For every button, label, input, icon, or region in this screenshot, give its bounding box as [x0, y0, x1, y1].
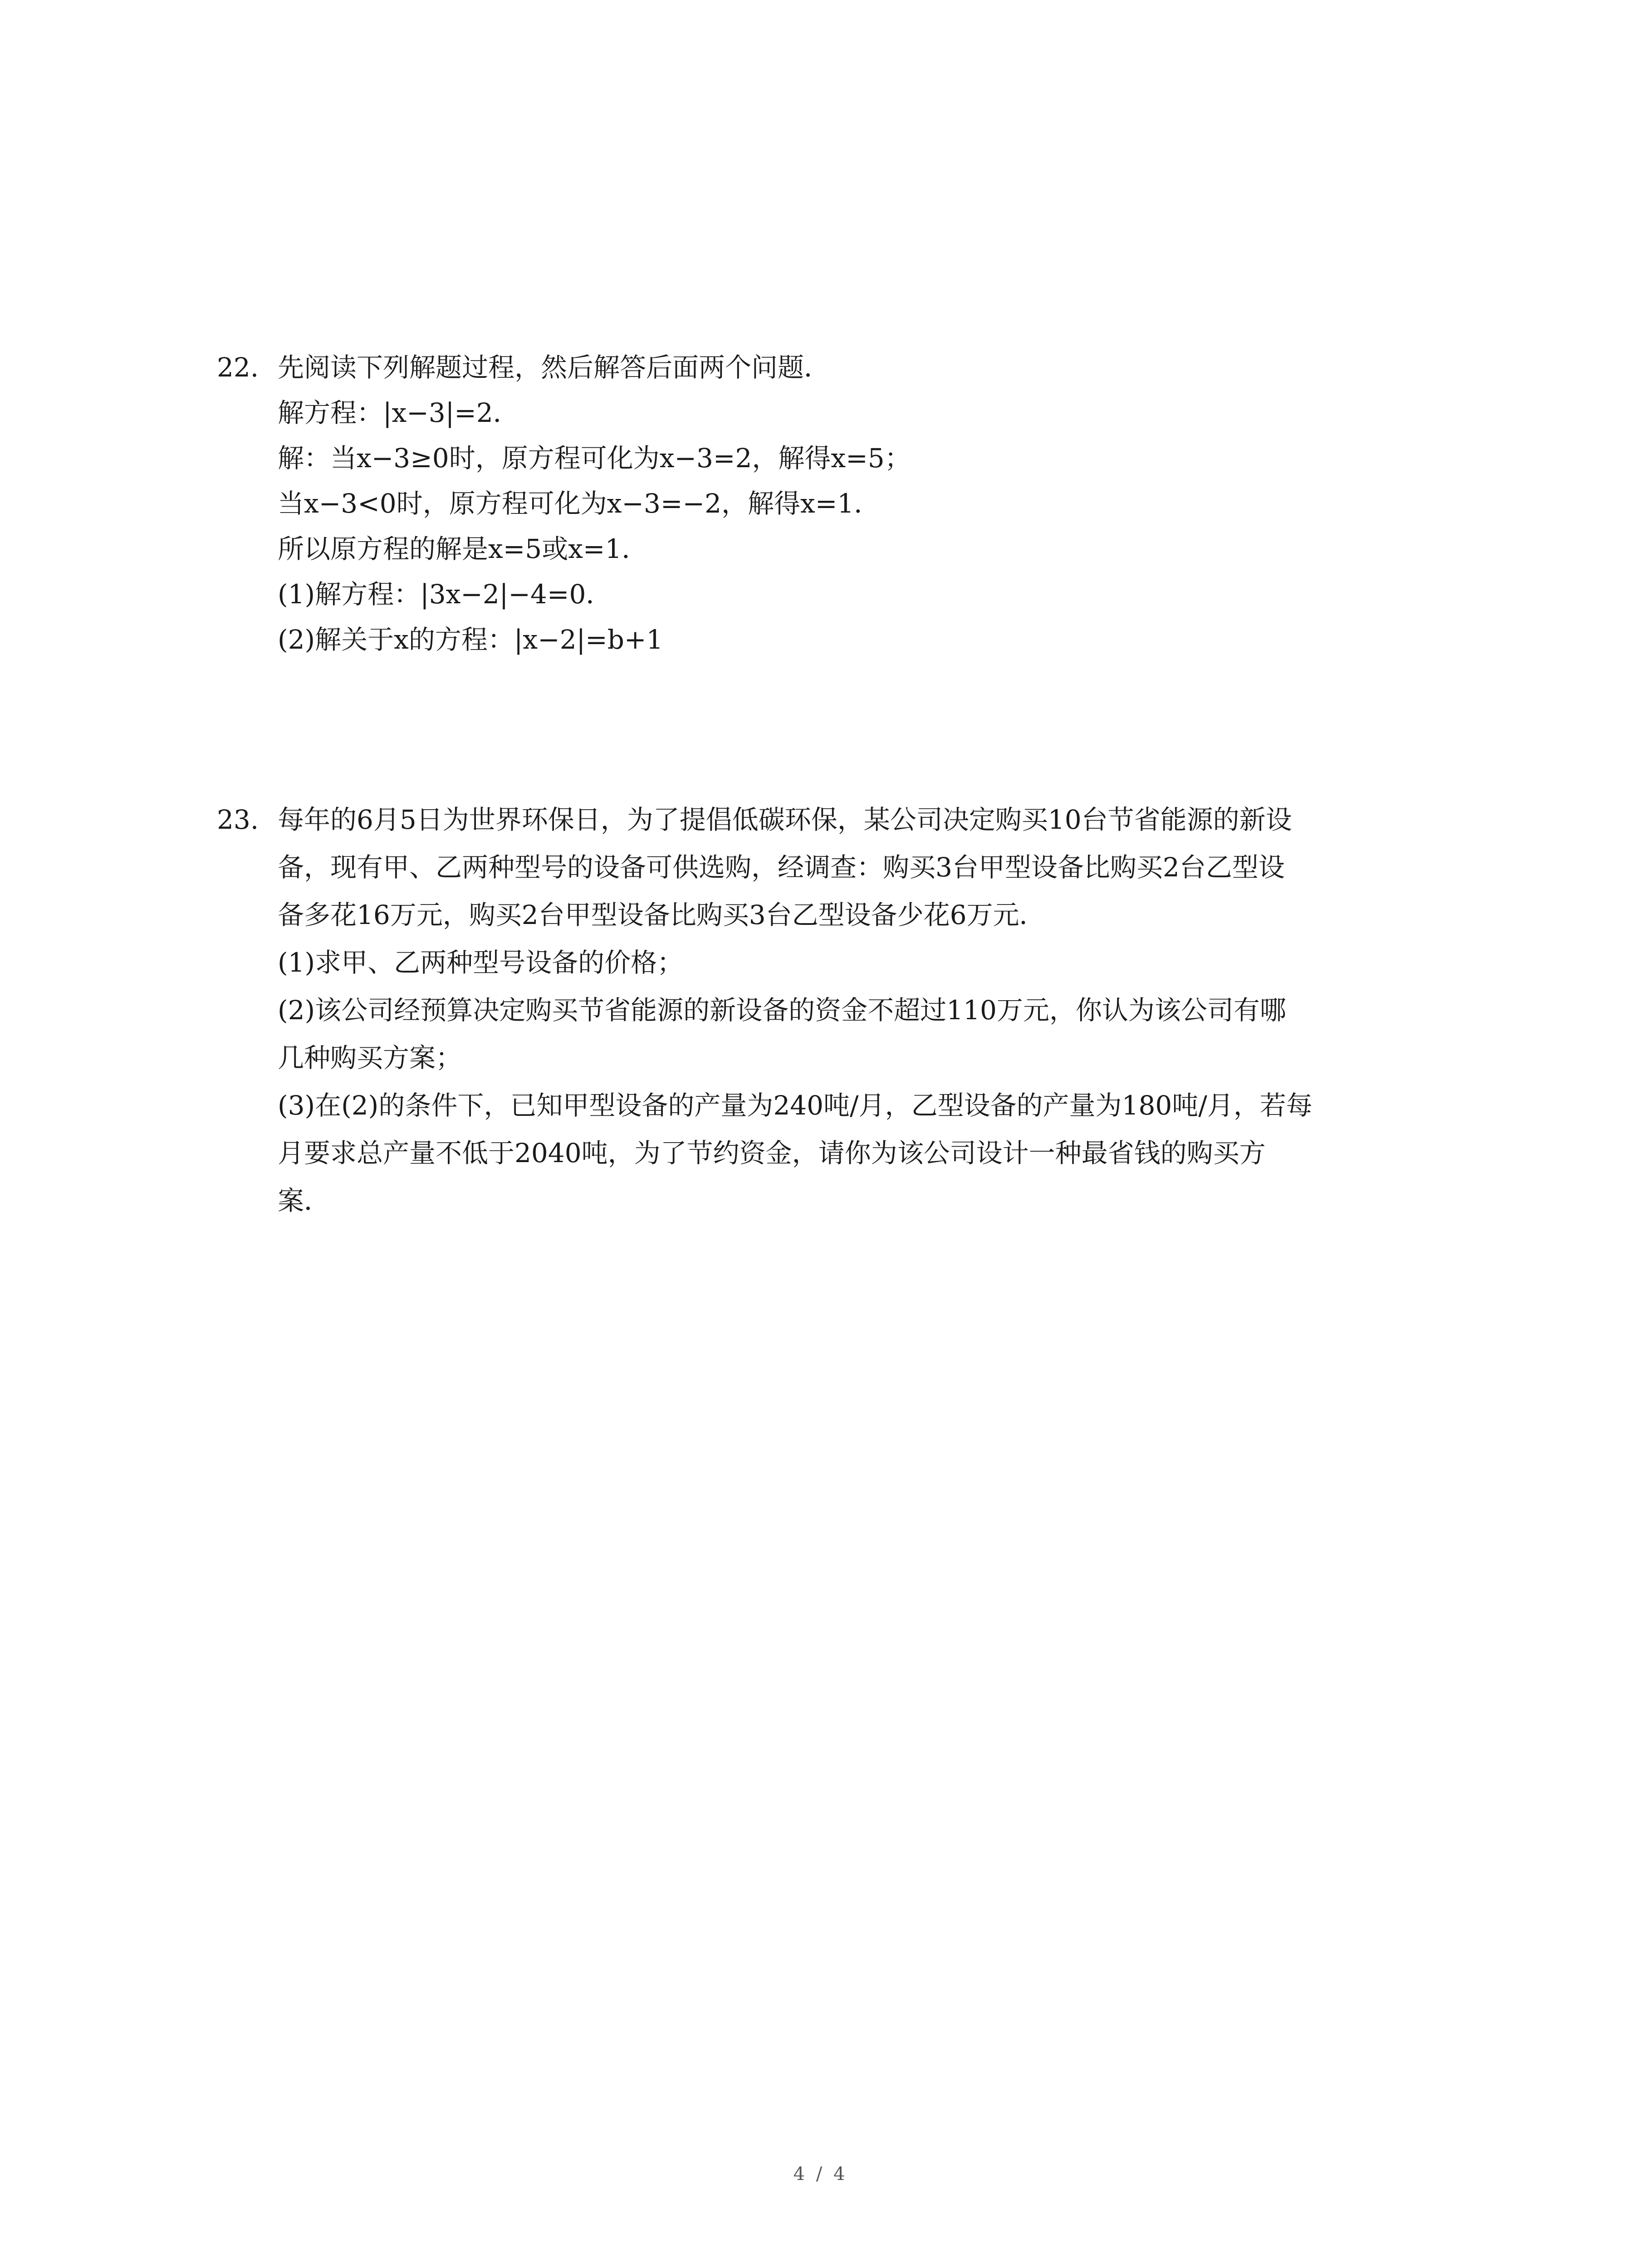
problem-number: 22.: [217, 352, 259, 383]
problem-number: 23.: [217, 804, 259, 835]
sub-question-2: (2)该公司经预算决定购买节省能源的新设备的资金不超过110万元，你认为该公司有哪: [278, 995, 1286, 1026]
problem-text-line: 先阅读下列解题过程，然后解答后面两个问题．: [278, 352, 831, 383]
problem-text-line: 所以原方程的解是x=5或x=1．: [278, 533, 648, 564]
problem-text-line: 备多花16万元，购买2台甲型设备比购买3台乙型设备少花6万元．: [278, 899, 1046, 930]
sub-question-1: (1)解方程：|3x−2|−4=0．: [278, 579, 612, 610]
page-number: 4 / 4: [793, 2164, 848, 2185]
sub-question-2-continued: 几种购买方案；: [278, 1042, 462, 1073]
sub-question-3-continued: 月要求总产量不低于2040吨，为了节约资金，请你为该公司设计一种最省钱的购买方: [278, 1138, 1266, 1168]
problem-text-line: 备，现有甲、乙两种型号的设备可供选购，经调查：购买3台甲型设备比购买2台乙型设: [278, 852, 1285, 883]
problem-23: [217, 796, 1451, 1225]
sub-question-2: (2)解关于x的方程：|x−2|=b+1: [278, 624, 663, 655]
problem-text-line: 当x−3<0时，原方程可化为x−3=−2，解得x=1．: [278, 488, 881, 519]
sub-question-1: (1)求甲、乙两种型号设备的价格；: [278, 947, 684, 978]
problem-22: [217, 345, 1451, 662]
sub-question-3-continued: 案．: [278, 1185, 331, 1216]
problem-text-line: 每年的6月5日为世界环保日，为了提倡低碳环保，某公司决定购买10台节省能源的新设: [278, 804, 1292, 835]
sub-question-3: (3)在(2)的条件下，已知甲型设备的产量为240吨/月，乙型设备的产量为180吨/月，若每: [278, 1090, 1313, 1121]
problem-text-line: 解：当x−3≥0时，原方程可化为x−3=2，解得x=5；: [278, 443, 911, 474]
problem-text-line: 解方程：|x−3|=2．: [278, 397, 519, 428]
